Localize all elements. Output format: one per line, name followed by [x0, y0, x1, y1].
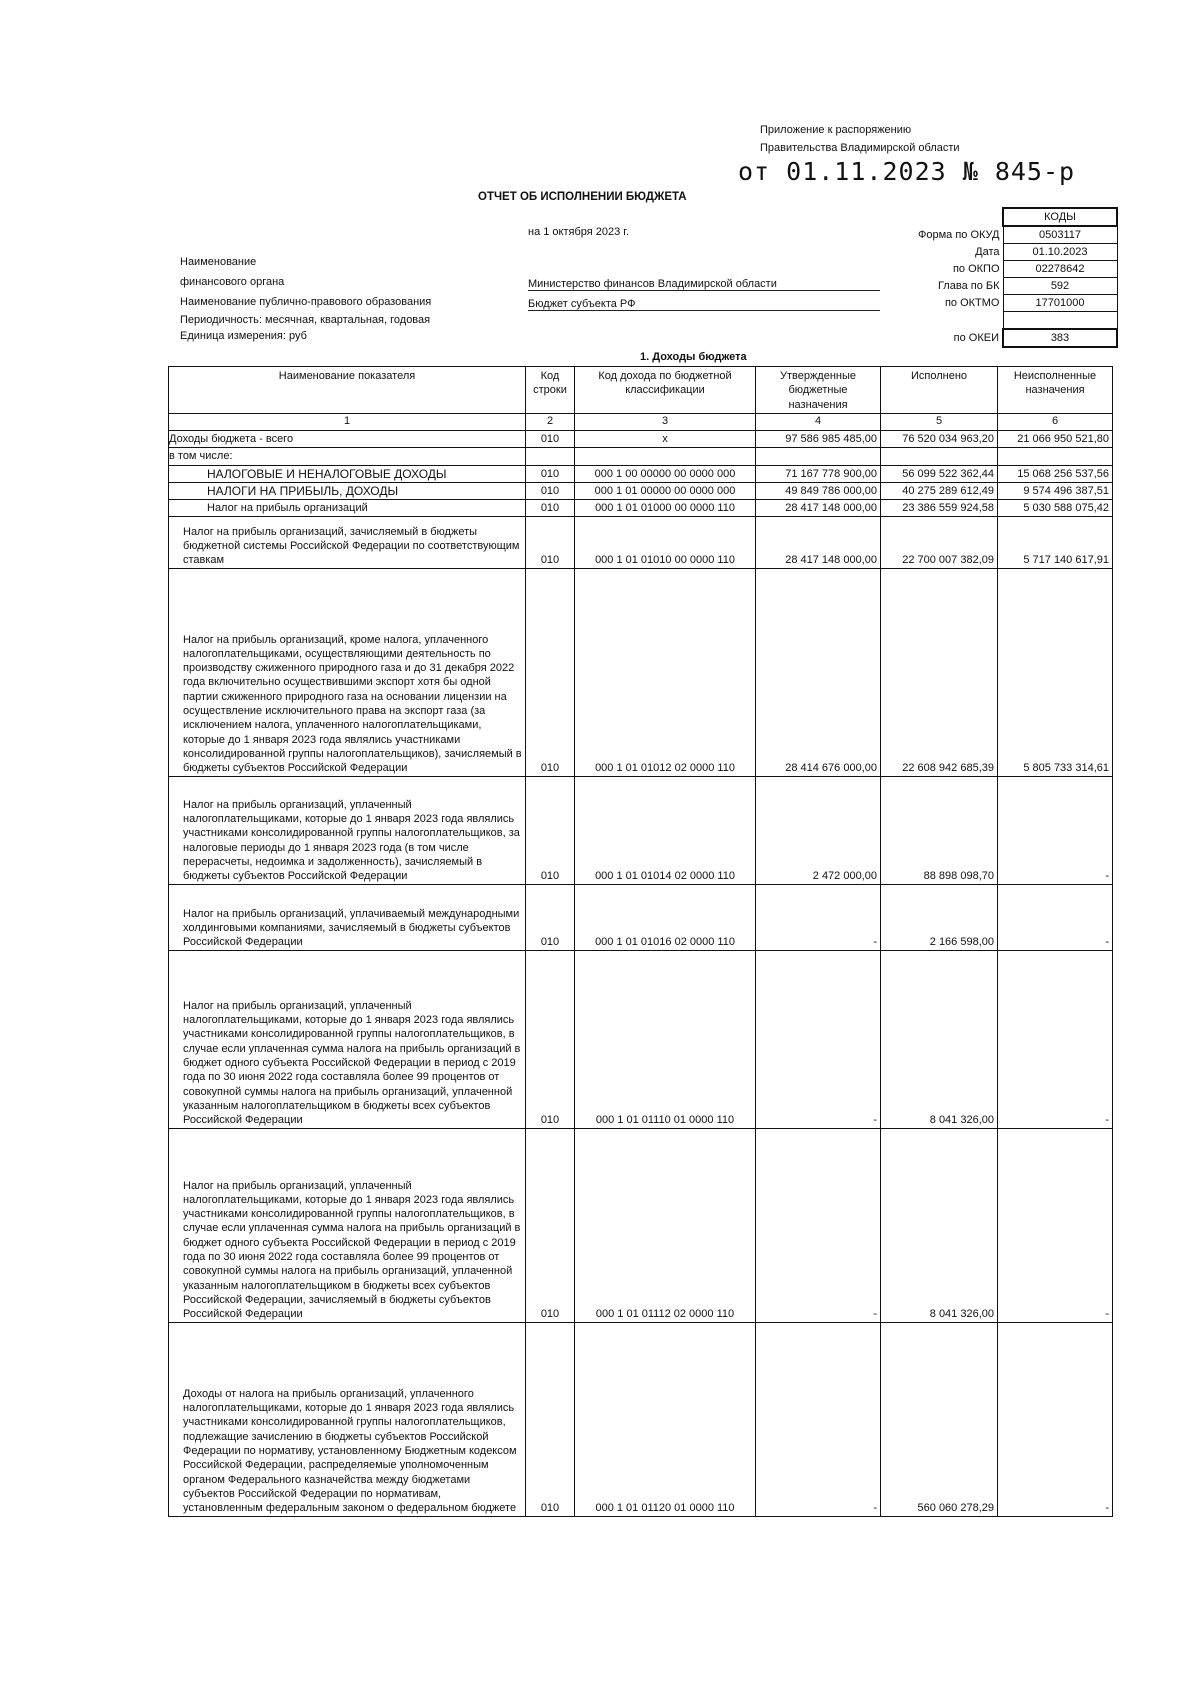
codes-value: 0503117	[1003, 226, 1117, 244]
row-unexecuted: -	[998, 777, 1113, 885]
codes-label	[880, 312, 1003, 330]
row-name: Налог на прибыль организаций, уплаченный налогоплательщиками, которые до 1 января 2023 года являлись участниками консолидированной группы налогоплательщиков, в случае если уплаченная сумма налога на прибыль организаций в бюджет одного субъекта Российской Федерации в период с 2019 года по 30 июня 2022 года составляла более 99 процентов от совокупной суммы налога на прибыль организаций, уплаченной указанным налогоплательщиком в бюджеты всех субъектов Российской Федерации, зачисляемый в бюджеты субъектов Российской Федерации	[169, 1129, 526, 1323]
row-approved: 2 472 000,00	[756, 777, 881, 885]
row-name: Налог на прибыль организаций	[169, 500, 526, 517]
table-row	[169, 448, 1113, 465]
label-fin-organ: финансового органа	[180, 276, 285, 288]
row-name: Налог на прибыль организаций, уплаченный налогоплательщиками, которые до 1 января 2023 года являлись участниками консолидированной группы налогоплательщиков, в случае если уплаченная сумма налога на прибыль организаций в бюджет одного субъекта Российской Федерации в период с 2019 года по 30 июня 2022 года составляла более 99 процентов от совокупной суммы налога на прибыль организаций, уплаченной указанным налогоплательщиком в бюджеты всех субъектов Российской Федерации	[169, 951, 526, 1129]
codes-value: 02278642	[1003, 261, 1117, 278]
row-name: Налог на прибыль организаций, кроме налога, уплаченного налогоплательщиками, осуществляющими деятельность по производству сжиженного природного газа и до 31 декабря 2022 года включительно осуществившими экспорт хотя бы одной партии сжиженного природного газа на основании лицензии на осуществление исключительного права на экспорт газа (за исключением налога, уплаченного налогоплательщиками, которые до 1 января 2023 года являлись участниками консолидированной группы налогоплательщиков), зачисляемый в бюджеты субъектов Российской Федерации	[169, 569, 526, 777]
row-kbk: 000 1 01 01110 01 0000 110	[575, 951, 756, 1129]
report-date: на 1 октября 2023 г.	[528, 226, 630, 238]
codes-label: по ОКПО	[952, 263, 1000, 275]
income-table	[168, 366, 1113, 1517]
row-approved: 71 167 778 900,00	[756, 465, 881, 482]
row-approved: -	[756, 885, 881, 951]
label-unit: Единица измерения: руб	[180, 330, 307, 342]
col-header-unexecuted: Неисполненные назначения	[998, 367, 1113, 414]
row-code: 010	[526, 1129, 575, 1323]
row-kbk: 000 1 01 00000 00 0000 000	[575, 482, 756, 499]
col-number: 6	[998, 414, 1113, 431]
column-number-row	[169, 414, 1113, 431]
row-name: Налог на прибыль организаций, уплаченный налогоплательщиками, которые до 1 января 2023 года являлись участниками консолидированной группы налогоплательщиков, за налоговые периоды до 1 января 2023 года (в том числе перерасчеты, недоимка и задолженность), зачисляемый в бюджеты субъектов Российской Федерации	[169, 777, 526, 885]
codes-label: Дата	[975, 246, 1000, 258]
col-header-approved: Утвержденные бюджетные назначения	[756, 367, 881, 414]
row-executed: 8 041 326,00	[881, 1129, 998, 1323]
report-title: ОТЧЕТ ОБ ИСПОЛНЕНИИ БЮДЖЕТА	[478, 191, 687, 203]
row-unexecuted: -	[998, 1129, 1113, 1323]
label-ppo: Наименование публично-правового образования	[180, 296, 432, 308]
row-unexecuted: 5 030 588 075,42	[998, 500, 1113, 517]
row-executed: 8 041 326,00	[881, 951, 998, 1129]
row-name: в том числе:	[169, 448, 526, 465]
col-number: 1	[169, 414, 526, 431]
row-executed: 2 166 598,00	[881, 885, 998, 951]
row-approved: 28 417 148 000,00	[756, 500, 881, 517]
table-row	[169, 885, 1113, 951]
row-kbk: 000 1 01 01016 02 0000 110	[575, 885, 756, 951]
table-row	[169, 1323, 1113, 1517]
codes-label: по ОКЕИ	[953, 332, 999, 344]
row-executed: 56 099 522 362,44	[881, 465, 998, 482]
row-approved: -	[756, 1323, 881, 1517]
row-approved: 49 849 786 000,00	[756, 482, 881, 499]
codes-value: 383	[1003, 329, 1117, 347]
codes-label: Форма по ОКУД	[918, 228, 1000, 241]
row-unexecuted: -	[998, 885, 1113, 951]
row-code: 010	[526, 517, 575, 569]
fin-organ-value: Министерство финансов Владимирской области	[528, 278, 880, 291]
ppo-value: Бюджет субъекта РФ	[528, 298, 880, 311]
table-header-row	[169, 367, 1113, 414]
col-header-executed: Исполнено	[881, 367, 998, 414]
label-periodicity: Периодичность: месячная, квартальная, годовая	[180, 314, 431, 326]
row-unexecuted: 5 717 140 617,91	[998, 517, 1113, 569]
row-code: 010	[526, 777, 575, 885]
row-executed: 88 898 098,70	[881, 777, 998, 885]
row-unexecuted	[998, 448, 1113, 465]
codes-block	[880, 207, 1118, 348]
row-kbk: 000 1 01 01012 02 0000 110	[575, 569, 756, 777]
row-executed: 560 060 278,29	[881, 1323, 998, 1517]
col-number: 5	[881, 414, 998, 431]
codes-value: 592	[1003, 278, 1117, 295]
row-code: 010	[526, 1323, 575, 1517]
row-kbk	[575, 448, 756, 465]
row-kbk: 000 1 01 01112 02 0000 110	[575, 1129, 756, 1323]
row-approved	[756, 448, 881, 465]
row-name: НАЛОГИ НА ПРИБЫЛЬ, ДОХОДЫ	[169, 482, 526, 499]
codes-header: КОДЫ	[1003, 208, 1117, 226]
row-kbk: 000 1 01 01010 00 0000 110	[575, 517, 756, 569]
row-approved: 97 586 985 485,00	[756, 431, 881, 448]
row-code: 010	[526, 465, 575, 482]
col-number: 2	[526, 414, 575, 431]
table-row	[169, 1129, 1113, 1323]
row-unexecuted: -	[998, 951, 1113, 1129]
row-executed	[881, 448, 998, 465]
row-code: 010	[526, 482, 575, 499]
row-executed: 76 520 034 963,20	[881, 431, 998, 448]
row-approved: -	[756, 1129, 881, 1323]
appendix-line-1: Приложение к распоряжению	[760, 124, 912, 136]
row-executed: 22 608 942 685,39	[881, 569, 998, 777]
codes-label: по ОКТМО	[944, 297, 1000, 309]
row-approved: 28 417 148 000,00	[756, 517, 881, 569]
table-row	[169, 500, 1113, 517]
row-kbk: 000 1 00 00000 00 0000 000	[575, 465, 756, 482]
row-code: 010	[526, 500, 575, 517]
col-header-kbk: Код дохода по бюджетной классификации	[575, 367, 756, 414]
codes-value	[1003, 312, 1117, 330]
table-row	[169, 517, 1113, 569]
row-kbk: x	[575, 431, 756, 448]
table-row	[169, 482, 1113, 499]
appendix-line-2: Правительства Владимирской области	[760, 142, 960, 154]
row-executed: 40 275 289 612,49	[881, 482, 998, 499]
order-number: от 01.11.2023 № 845-р	[738, 157, 1076, 186]
row-name: Доходы от налога на прибыль организаций, уплаченного налогоплательщиками, которые до 1 января 2023 года являлись участниками консолидированной группы налогоплательщиков, подлежащие зачислению в бюджеты субъектов Российской Федерации по нормативу, установленному Бюджетным кодексом Российской Федерации, распределяемые уполномоченным органом Федерального казначейства между бюджетами субъектов Российской Федерации по нормативам, установленным федеральным законом о федеральном бюджете	[169, 1323, 526, 1517]
row-name: Налог на прибыль организаций, зачисляемый в бюджеты бюджетной системы Российской Федерации по соответствующим ставкам	[169, 517, 526, 569]
table-row	[169, 465, 1113, 482]
row-unexecuted: 9 574 496 387,51	[998, 482, 1113, 499]
row-executed: 23 386 559 924,58	[881, 500, 998, 517]
row-code: 010	[526, 951, 575, 1129]
row-unexecuted: 21 066 950 521,80	[998, 431, 1113, 448]
row-name: Налог на прибыль организаций, уплачиваемый международными холдинговыми компаниями, зачисляемый в бюджеты субъектов Российской Федерации	[169, 885, 526, 951]
row-approved: 28 414 676 000,00	[756, 569, 881, 777]
row-name: Доходы бюджета - всего	[169, 431, 526, 448]
row-kbk: 000 1 01 01120 01 0000 110	[575, 1323, 756, 1517]
section-title: 1. Доходы бюджета	[640, 351, 747, 363]
table-row	[169, 951, 1113, 1129]
row-approved: -	[756, 951, 881, 1129]
codes-label: Глава по БК	[937, 280, 1000, 292]
table-row	[169, 569, 1113, 777]
col-header-name: Наименование показателя	[169, 367, 526, 414]
table-row	[169, 777, 1113, 885]
row-code: 010	[526, 569, 575, 777]
row-name: НАЛОГОВЫЕ И НЕНАЛОГОВЫЕ ДОХОДЫ	[169, 465, 526, 482]
row-kbk: 000 1 01 01014 02 0000 110	[575, 777, 756, 885]
row-unexecuted: 15 068 256 537,56	[998, 465, 1113, 482]
row-kbk: 000 1 01 01000 00 0000 110	[575, 500, 756, 517]
col-number: 4	[756, 414, 881, 431]
table-row	[169, 431, 1113, 448]
codes-value: 17701000	[1003, 295, 1117, 312]
row-code: 010	[526, 885, 575, 951]
row-code: 010	[526, 431, 575, 448]
label-name: Наименование	[180, 256, 257, 268]
row-unexecuted: -	[998, 1323, 1113, 1517]
row-executed: 22 700 007 382,09	[881, 517, 998, 569]
col-header-code: Код строки	[526, 367, 575, 414]
codes-value: 01.10.2023	[1003, 244, 1117, 261]
row-code	[526, 448, 575, 465]
col-number: 3	[575, 414, 756, 431]
row-unexecuted: 5 805 733 314,61	[998, 569, 1113, 777]
